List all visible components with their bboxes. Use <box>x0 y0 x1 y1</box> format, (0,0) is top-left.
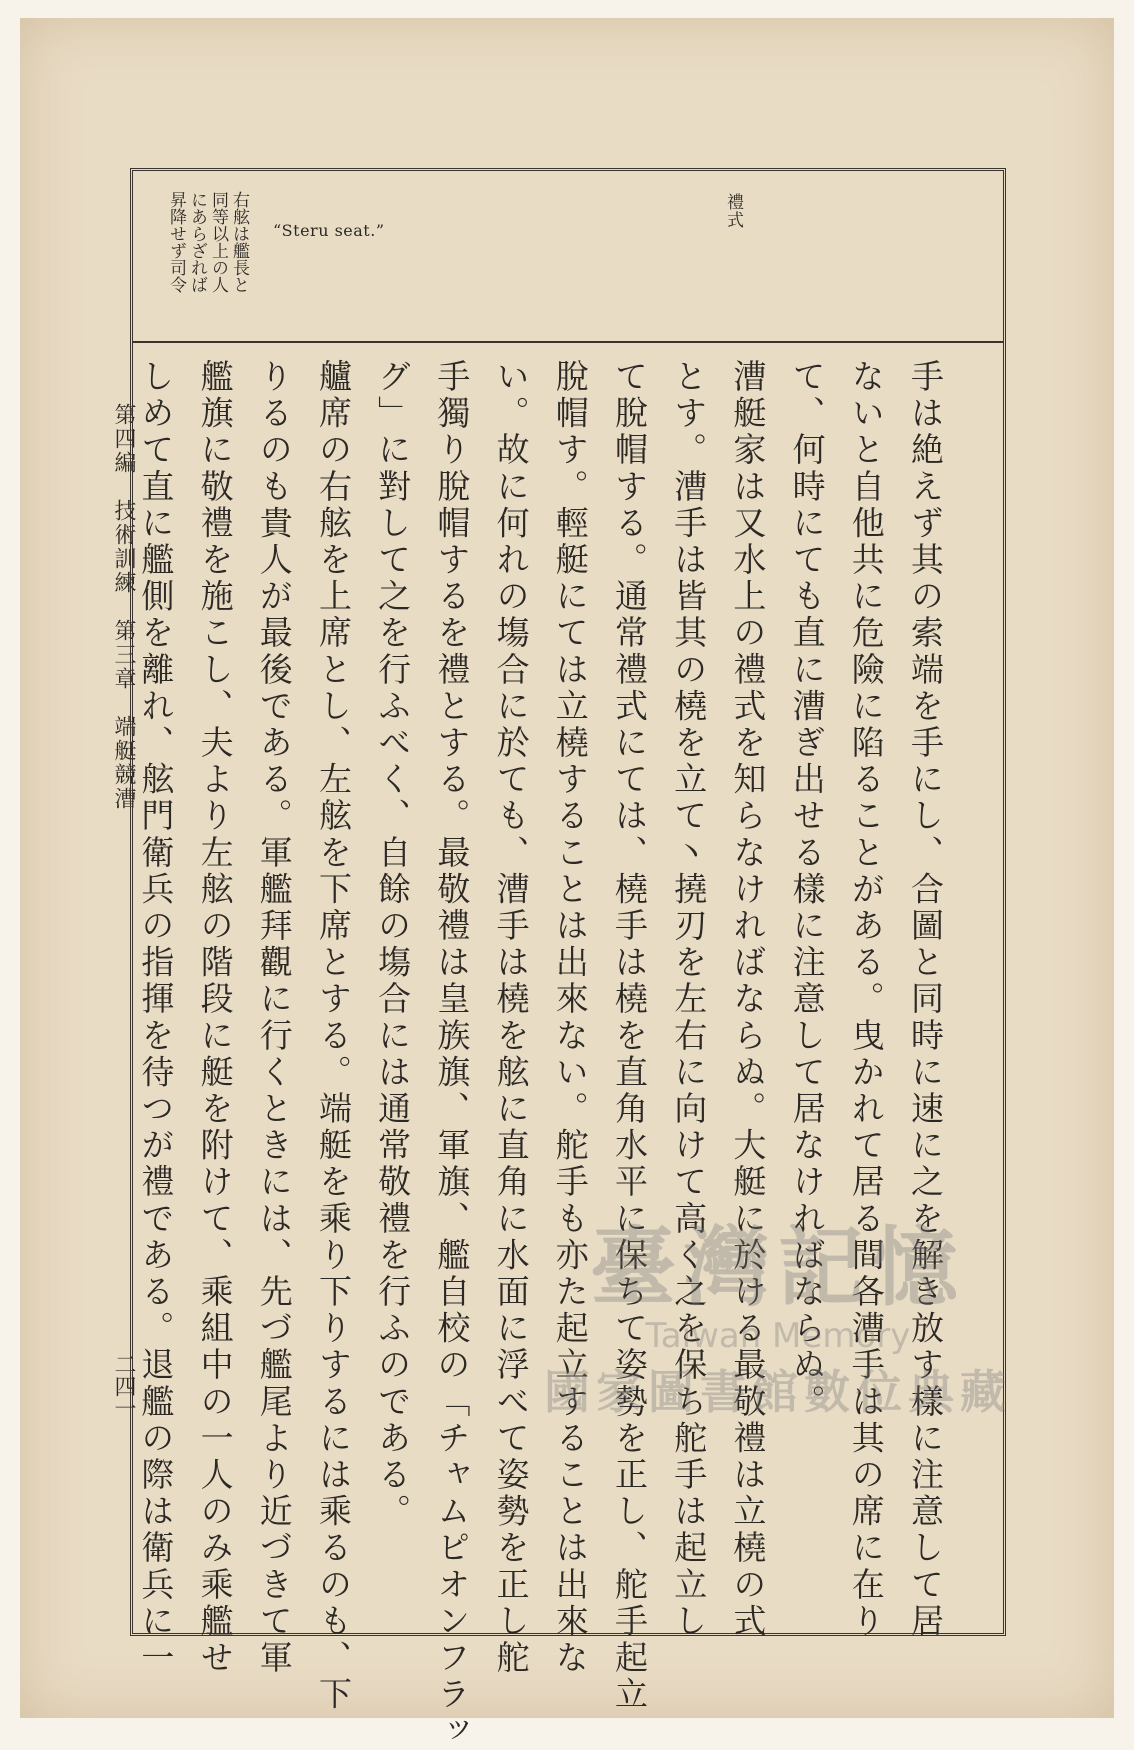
headnote-note: 右舷は艦長と 同等以上の人 にあらざれば 昇降せず司令 <box>166 191 249 293</box>
book-page <box>20 18 1114 1750</box>
headnote-label: 禮式 <box>723 193 743 229</box>
text-column: 漕艇家は又水上の禮式を知らなければならぬ。大艇に於ける最敬禮は立橈の式 <box>728 359 768 1640</box>
library-watermark <box>498 1198 1058 1422</box>
text-column: 艦旗に敬禮を施こし、夫より左舷の階段に艇を附けて、乘組中の一人のみ乘艦せ <box>195 359 235 1677</box>
text-column: 手は絶えず其の索端を手にし、合圖と同時に速に之を解き放す樣に注意して居 <box>906 359 945 1640</box>
text-column: りるのも貴人が最後である。軍艦拜觀に行くときには、先づ艦尾より近づきて軍 <box>254 359 294 1677</box>
page-number: 二四一 <box>111 1353 136 1419</box>
text-column: グ」に對して之を行ふべく、自餘の塲合には通常敬禮を行ふのである。 <box>373 359 413 1531</box>
watermark-english: Taiwan Memory <box>645 1316 911 1356</box>
text-column: 手獨り脫帽するを禮とする。最敬禮は皇族旗、軍旗、艦自校の「チャムピオンフラッ <box>432 359 472 1750</box>
watermark-main: 臺灣記憶 <box>590 1218 966 1318</box>
text-column: 脫帽す。輕艇にては立橈することは出來ない。舵手も亦た起立することは出來な <box>550 359 590 1677</box>
text-column: ないと自他共に危險に陷ることがある。曳かれて居る間各漕手は其の席に在り <box>846 359 886 1640</box>
headnote-english: “Steru seat.” <box>273 221 385 240</box>
text-column: て、何時にても直に漕ぎ出せる樣に注意して居なければならぬ。 <box>787 359 827 1421</box>
headnote-section <box>133 171 1003 343</box>
text-column: とす。漕手は皆其の橈を立て丶撓刃を左右に向けて高く之を保ち舵手は起立し <box>669 359 709 1640</box>
text-column: い。故に何れの塲合に於ても、漕手は橈を舷に直角に水面に浮べて姿勢を正し舵 <box>491 359 531 1677</box>
text-column: て脫帽する。通常禮式にては、橈手は橈を直角水平に保ちて姿勢を正し、舵手起立 <box>609 359 649 1714</box>
text-column: しめて直に艦側を離れ、舷門衛兵の指揮を待つが禮である。退艦の際は衛兵に一 <box>136 359 176 1677</box>
text-column: 艫席の右舷を上席とし、左舷を下席とする。端艇を乘り下りするには乘るのも、下 <box>313 359 353 1714</box>
body-text <box>126 359 955 1750</box>
running-head-title: 第四編 技術訓練 第三章 端艇競漕 <box>111 403 136 811</box>
watermark-library: 國家圖書館數位典藏 <box>544 1365 1012 1419</box>
